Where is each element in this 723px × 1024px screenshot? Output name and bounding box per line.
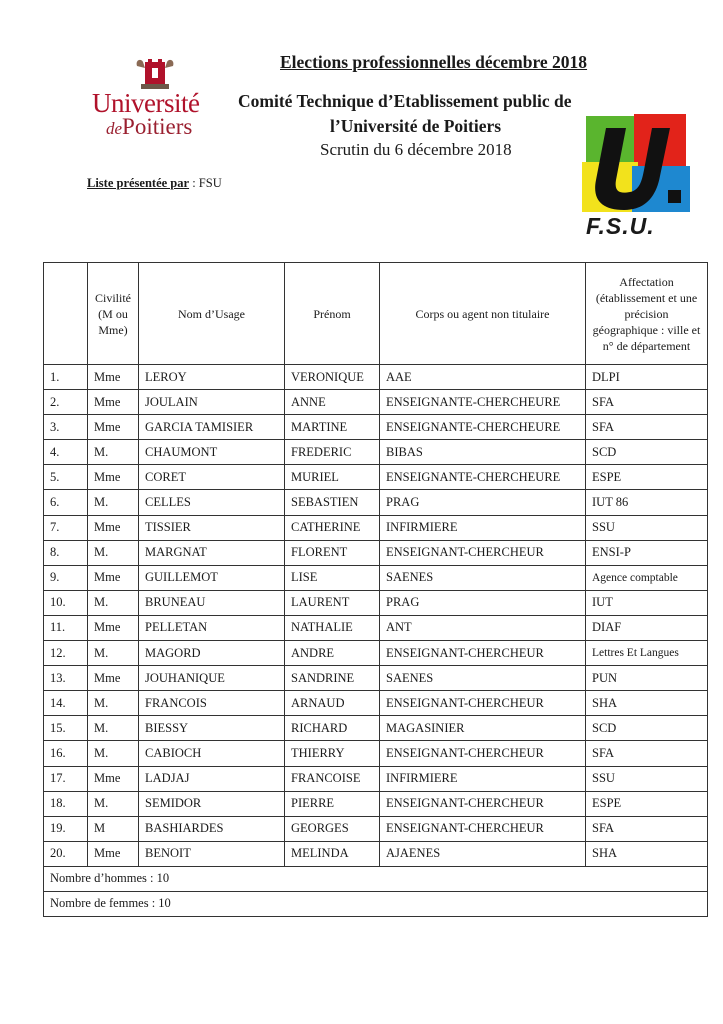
table-row — [44, 590, 708, 615]
table-row — [44, 515, 708, 540]
cell-affectation: Agence comptable — [586, 565, 708, 590]
cell-corps: SAENES — [380, 666, 586, 691]
cell-num: 9. — [44, 565, 88, 590]
cell-affectation: SFA — [586, 741, 708, 766]
crest-icon — [133, 56, 177, 92]
cell-num: 6. — [44, 490, 88, 515]
cell-civilite: Mme — [88, 666, 139, 691]
university-name-poitiers: Poitiers — [122, 114, 193, 139]
cell-nom: CABIOCH — [139, 741, 285, 766]
cell-affectation: PUN — [586, 666, 708, 691]
cell-affectation: ESPE — [586, 465, 708, 490]
cell-civilite: M. — [88, 540, 139, 565]
table-row — [44, 791, 708, 816]
header-nom: Nom d’Usage — [139, 263, 285, 365]
cell-civilite: M. — [88, 440, 139, 465]
cell-prenom: LISE — [285, 565, 380, 590]
cell-nom: SEMIDOR — [139, 791, 285, 816]
cell-num: 20. — [44, 841, 88, 866]
cell-nom: BIESSY — [139, 716, 285, 741]
cell-civilite: Mme — [88, 615, 139, 640]
university-name-line1: Université — [92, 88, 200, 118]
count-femmes: Nombre de femmes : 10 — [44, 891, 708, 916]
cell-num: 3. — [44, 415, 88, 440]
cell-num: 5. — [44, 465, 88, 490]
cell-prenom: MARTINE — [285, 415, 380, 440]
table-header-row — [44, 263, 708, 365]
header-prenom: Prénom — [285, 263, 380, 365]
cell-civilite: Mme — [88, 565, 139, 590]
scrutin-date: Scrutin du 6 décembre 2018 — [320, 140, 512, 159]
cell-affectation: SFA — [586, 390, 708, 415]
cell-affectation: ENSI-P — [586, 540, 708, 565]
cell-affectation: IUT — [586, 590, 708, 615]
cell-nom: LEROY — [139, 365, 285, 390]
cell-corps: ENSEIGNANT-CHERCHEUR — [380, 691, 586, 716]
cell-corps: AJAENES — [380, 841, 586, 866]
cell-civilite: M. — [88, 741, 139, 766]
cell-nom: GUILLEMOT — [139, 565, 285, 590]
committee-line2: l’Université de Poitiers — [330, 116, 502, 136]
table-row — [44, 565, 708, 590]
liste-value: : FSU — [189, 176, 222, 190]
cell-prenom: FRANCOISE — [285, 766, 380, 791]
cell-corps: INFIRMIERE — [380, 766, 586, 791]
table-row — [44, 641, 708, 666]
cell-corps: ANT — [380, 615, 586, 640]
cell-nom: CHAUMONT — [139, 440, 285, 465]
table-row — [44, 766, 708, 791]
university-name-de: de — [106, 119, 123, 138]
cell-nom: PELLETAN — [139, 615, 285, 640]
cell-civilite: M. — [88, 490, 139, 515]
cell-affectation: SFA — [586, 415, 708, 440]
cell-prenom: ARNAUD — [285, 691, 380, 716]
cell-civilite: Mme — [88, 465, 139, 490]
header-civilite: Civilité (M ou Mme) — [88, 263, 139, 365]
table-row — [44, 540, 708, 565]
cell-corps: ENSEIGNANTE-CHERCHEURE — [380, 415, 586, 440]
cell-affectation: Lettres Et Langues — [586, 641, 708, 666]
header-affectation: Affectation (établissement et une précision géographique : ville et n° de département — [586, 263, 708, 365]
cell-affectation: SSU — [586, 515, 708, 540]
cell-prenom: PIERRE — [285, 791, 380, 816]
cell-prenom: VERONIQUE — [285, 365, 380, 390]
candidates-table — [43, 262, 708, 917]
cell-civilite: M — [88, 816, 139, 841]
cell-civilite: Mme — [88, 415, 139, 440]
cell-affectation: SCD — [586, 440, 708, 465]
cell-prenom: ANNE — [285, 390, 380, 415]
cell-corps: MAGASINIER — [380, 716, 586, 741]
cell-num: 10. — [44, 590, 88, 615]
cell-nom: CORET — [139, 465, 285, 490]
cell-num: 7. — [44, 515, 88, 540]
cell-civilite: Mme — [88, 390, 139, 415]
universite-poitiers-logo — [88, 52, 223, 142]
cell-affectation: SHA — [586, 841, 708, 866]
cell-corps: PRAG — [380, 490, 586, 515]
cell-corps: ENSEIGNANTE-CHERCHEURE — [380, 390, 586, 415]
cell-prenom: ANDRE — [285, 641, 380, 666]
cell-nom: TISSIER — [139, 515, 285, 540]
university-name-line2 — [106, 114, 192, 140]
cell-corps: BIBAS — [380, 440, 586, 465]
cell-corps: INFIRMIERE — [380, 515, 586, 540]
table-row — [44, 691, 708, 716]
cell-corps: ENSEIGNANT-CHERCHEUR — [380, 791, 586, 816]
table-row — [44, 440, 708, 465]
cell-affectation: IUT 86 — [586, 490, 708, 515]
liste-presentee — [87, 176, 222, 191]
table-row — [44, 415, 708, 440]
cell-prenom: LAURENT — [285, 590, 380, 615]
cell-num: 13. — [44, 666, 88, 691]
cell-civilite: M. — [88, 691, 139, 716]
cell-affectation: SHA — [586, 691, 708, 716]
cell-affectation: SSU — [586, 766, 708, 791]
cell-num: 18. — [44, 791, 88, 816]
cell-num: 8. — [44, 540, 88, 565]
cell-nom: JOULAIN — [139, 390, 285, 415]
cell-nom: BENOIT — [139, 841, 285, 866]
table-row — [44, 666, 708, 691]
header-corps: Corps ou agent non titulaire — [380, 263, 586, 365]
table-row — [44, 390, 708, 415]
table-row — [44, 615, 708, 640]
cell-corps: ENSEIGNANTE-CHERCHEURE — [380, 465, 586, 490]
cell-nom: BRUNEAU — [139, 590, 285, 615]
cell-civilite: Mme — [88, 841, 139, 866]
cell-num: 2. — [44, 390, 88, 415]
cell-civilite: M. — [88, 590, 139, 615]
table-row — [44, 365, 708, 390]
cell-corps: SAENES — [380, 565, 586, 590]
cell-civilite: M. — [88, 716, 139, 741]
footer-row-hommes — [44, 866, 708, 891]
cell-civilite: Mme — [88, 515, 139, 540]
cell-civilite: Mme — [88, 365, 139, 390]
cell-corps: ENSEIGNANT-CHERCHEUR — [380, 816, 586, 841]
cell-num: 16. — [44, 741, 88, 766]
cell-nom: FRANCOIS — [139, 691, 285, 716]
cell-prenom: NATHALIE — [285, 615, 380, 640]
cell-num: 15. — [44, 716, 88, 741]
cell-nom: CELLES — [139, 490, 285, 515]
cell-prenom: FLORENT — [285, 540, 380, 565]
header-num — [44, 263, 88, 365]
cell-nom: LADJAJ — [139, 766, 285, 791]
cell-corps: PRAG — [380, 590, 586, 615]
cell-num: 11. — [44, 615, 88, 640]
cell-civilite: M. — [88, 791, 139, 816]
table-row — [44, 490, 708, 515]
cell-corps: AAE — [380, 365, 586, 390]
cell-corps: ENSEIGNANT-CHERCHEUR — [380, 741, 586, 766]
table-row — [44, 741, 708, 766]
cell-corps: ENSEIGNANT-CHERCHEUR — [380, 641, 586, 666]
cell-num: 12. — [44, 641, 88, 666]
cell-prenom: SEBASTIEN — [285, 490, 380, 515]
cell-nom: MAGORD — [139, 641, 285, 666]
cell-num: 1. — [44, 365, 88, 390]
cell-num: 17. — [44, 766, 88, 791]
cell-num: 19. — [44, 816, 88, 841]
cell-prenom: SANDRINE — [285, 666, 380, 691]
cell-nom: GARCIA TAMISIER — [139, 415, 285, 440]
count-hommes: Nombre d’hommes : 10 — [44, 866, 708, 891]
cell-nom: MARGNAT — [139, 540, 285, 565]
fsu-logo-text: F.S.U. — [586, 213, 655, 239]
document-title: Elections professionnelles décembre 2018 — [280, 52, 588, 72]
cell-prenom: MURIEL — [285, 465, 380, 490]
cell-affectation: DLPI — [586, 365, 708, 390]
cell-civilite: M. — [88, 641, 139, 666]
table-row — [44, 816, 708, 841]
table-row — [44, 465, 708, 490]
cell-prenom: THIERRY — [285, 741, 380, 766]
cell-nom: JOUHANIQUE — [139, 666, 285, 691]
cell-prenom: RICHARD — [285, 716, 380, 741]
cell-affectation: DIAF — [586, 615, 708, 640]
cell-prenom: FREDERIC — [285, 440, 380, 465]
cell-prenom: MELINDA — [285, 841, 380, 866]
cell-nom: BASHIARDES — [139, 816, 285, 841]
cell-civilite: Mme — [88, 766, 139, 791]
footer-row-femmes — [44, 891, 708, 916]
cell-affectation: SCD — [586, 716, 708, 741]
committee-line1: Comité Technique d’Etablissement public de — [238, 91, 572, 111]
table-row — [44, 716, 708, 741]
cell-affectation: SFA — [586, 816, 708, 841]
cell-prenom: CATHERINE — [285, 515, 380, 540]
table-body — [44, 365, 708, 867]
cell-prenom: GEORGES — [285, 816, 380, 841]
cell-num: 14. — [44, 691, 88, 716]
cell-affectation: ESPE — [586, 791, 708, 816]
liste-label: Liste présentée par — [87, 176, 190, 190]
cell-corps: ENSEIGNANT-CHERCHEUR — [380, 540, 586, 565]
table-row — [44, 841, 708, 866]
cell-num: 4. — [44, 440, 88, 465]
